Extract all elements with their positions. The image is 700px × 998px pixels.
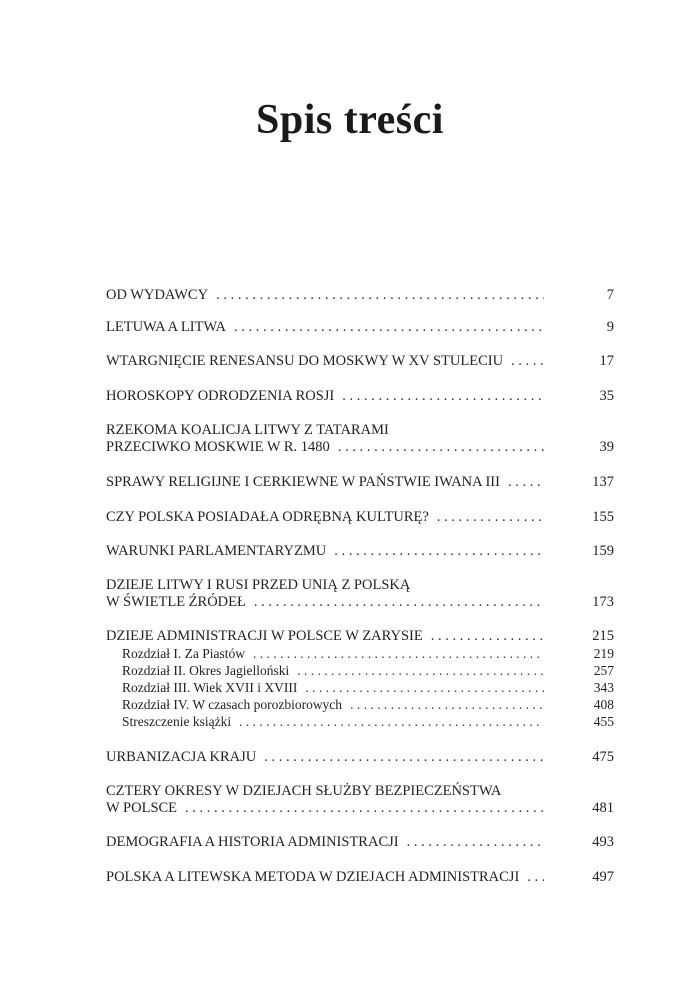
toc-page-number: 173 bbox=[592, 594, 614, 610]
toc-subentry-title: Rozdział IV. W czasach porozbiorowych bbox=[122, 697, 343, 712]
toc-page-number: 159 bbox=[592, 543, 614, 559]
toc-entry[interactable] bbox=[106, 439, 614, 456]
toc-entry[interactable] bbox=[106, 509, 614, 526]
toc-page-number: 481 bbox=[592, 800, 614, 816]
toc-page-number: 35 bbox=[599, 388, 614, 404]
leader-dots bbox=[334, 543, 544, 560]
leader-dots bbox=[511, 353, 544, 370]
toc-entry[interactable] bbox=[106, 628, 614, 645]
toc-page-number: 408 bbox=[593, 697, 614, 712]
leader-dots bbox=[234, 319, 544, 336]
leader-dots bbox=[437, 509, 544, 526]
toc-entry[interactable] bbox=[106, 319, 614, 336]
toc-entry[interactable] bbox=[106, 577, 614, 594]
toc-entry-title: DZIEJE ADMINISTRACJI W POLSCE W ZARYSIE bbox=[106, 628, 423, 644]
leader-dots bbox=[253, 645, 544, 662]
toc-subentry[interactable] bbox=[122, 713, 614, 730]
toc-subentry-title: Streszczenie książki bbox=[122, 714, 232, 729]
toc-page-number: 9 bbox=[606, 319, 614, 335]
leader-dots bbox=[407, 834, 544, 851]
toc-page-number: 215 bbox=[592, 628, 614, 644]
leader-dots bbox=[239, 713, 544, 730]
toc-page-number: 475 bbox=[592, 749, 614, 765]
toc-entry[interactable] bbox=[106, 474, 614, 491]
toc-entry-title: OD WYDAWCY bbox=[106, 287, 209, 303]
toc-subentry-title: Rozdział II. Okres Jagielloński bbox=[122, 663, 290, 678]
toc-entry-title: RZEKOMA KOALICJA LITWY Z TATARAMI bbox=[106, 422, 389, 438]
leader-dots bbox=[254, 594, 544, 611]
toc-entry-title: URBANIZACJA KRAJU bbox=[106, 749, 257, 765]
toc-entry-title: W POLSCE bbox=[106, 800, 178, 816]
toc-page-number: 497 bbox=[592, 869, 614, 885]
toc-subentry-title: Rozdział I. Za Piastów bbox=[122, 646, 245, 661]
leader-dots bbox=[185, 800, 544, 817]
toc-page-number: 7 bbox=[606, 287, 614, 303]
toc-entry-title: WARUNKI PARLAMENTARYZMU bbox=[106, 543, 327, 559]
toc-entry[interactable] bbox=[106, 834, 614, 851]
toc-entry-title: SPRAWY RELIGIJNE I CERKIEWNE W PAŃSTWIE IWANA III bbox=[106, 474, 500, 490]
toc-entry[interactable] bbox=[106, 749, 614, 766]
toc-entry[interactable] bbox=[106, 388, 614, 405]
toc-page-number: 137 bbox=[592, 474, 614, 490]
leader-dots bbox=[297, 662, 544, 679]
leader-dots bbox=[342, 388, 544, 405]
leader-dots bbox=[338, 439, 544, 456]
toc-entry[interactable] bbox=[106, 287, 614, 304]
toc-page-number: 493 bbox=[592, 834, 614, 850]
toc-entry-title: DZIEJE LITWY I RUSI PRZED UNIĄ Z POLSKĄ bbox=[106, 577, 411, 593]
toc-entry[interactable] bbox=[106, 800, 614, 817]
toc-entry[interactable] bbox=[106, 869, 614, 886]
leader-dots bbox=[431, 628, 544, 645]
page-title: Spis treści bbox=[256, 97, 444, 143]
toc-entry-title: HOROSKOPY ODRODZENIA ROSJI bbox=[106, 388, 335, 404]
toc-page-number: 343 bbox=[593, 680, 614, 695]
toc-entry[interactable] bbox=[106, 422, 614, 439]
toc-subentry[interactable] bbox=[122, 645, 614, 662]
toc-entry[interactable] bbox=[106, 543, 614, 560]
toc-entry[interactable] bbox=[106, 594, 614, 611]
leader-dots bbox=[508, 474, 544, 491]
toc-entry-title: POLSKA A LITEWSKA METODA W DZIEJACH ADMINISTRACJI bbox=[106, 869, 520, 885]
toc-page-number: 219 bbox=[593, 646, 614, 661]
toc-entry-title: WTARGNIĘCIE RENESANSU DO MOSKWY W XV STULECIU bbox=[106, 353, 504, 369]
toc-entry-title: CZTERY OKRESY W DZIEJACH SŁUŻBY BEZPIECZEŃSTWA bbox=[106, 783, 502, 799]
toc-entry-title: DEMOGRAFIA A HISTORIA ADMINISTRACJI bbox=[106, 834, 399, 850]
leader-dots bbox=[216, 287, 544, 304]
leader-dots bbox=[527, 869, 544, 886]
leader-dots bbox=[305, 679, 544, 696]
toc-subentry-title: Rozdział III. Wiek XVII i XVIII bbox=[122, 680, 298, 695]
toc-entry-title: W ŚWIETLE ŹRÓDEŁ bbox=[106, 594, 246, 610]
toc-page-number: 39 bbox=[599, 439, 614, 455]
toc-entry[interactable] bbox=[106, 783, 614, 800]
toc-entry[interactable] bbox=[106, 353, 614, 370]
toc-subentry[interactable] bbox=[122, 696, 614, 713]
toc-entry-title: LETUWA A LITWA bbox=[106, 319, 227, 335]
toc-page-number: 257 bbox=[593, 663, 614, 678]
leader-dots bbox=[350, 696, 544, 713]
toc-subentry[interactable] bbox=[122, 662, 614, 679]
leader-dots bbox=[264, 749, 544, 766]
toc-subentry[interactable] bbox=[122, 679, 614, 696]
toc-entry-title: PRZECIWKO MOSKWIE W R. 1480 bbox=[106, 439, 330, 455]
toc-page-number: 17 bbox=[599, 353, 614, 369]
toc-page-number: 155 bbox=[592, 509, 614, 525]
toc-entry-title: CZY POLSKA POSIADAŁA ODRĘBNĄ KULTURĘ? bbox=[106, 509, 429, 525]
toc-page-number: 455 bbox=[593, 714, 614, 729]
